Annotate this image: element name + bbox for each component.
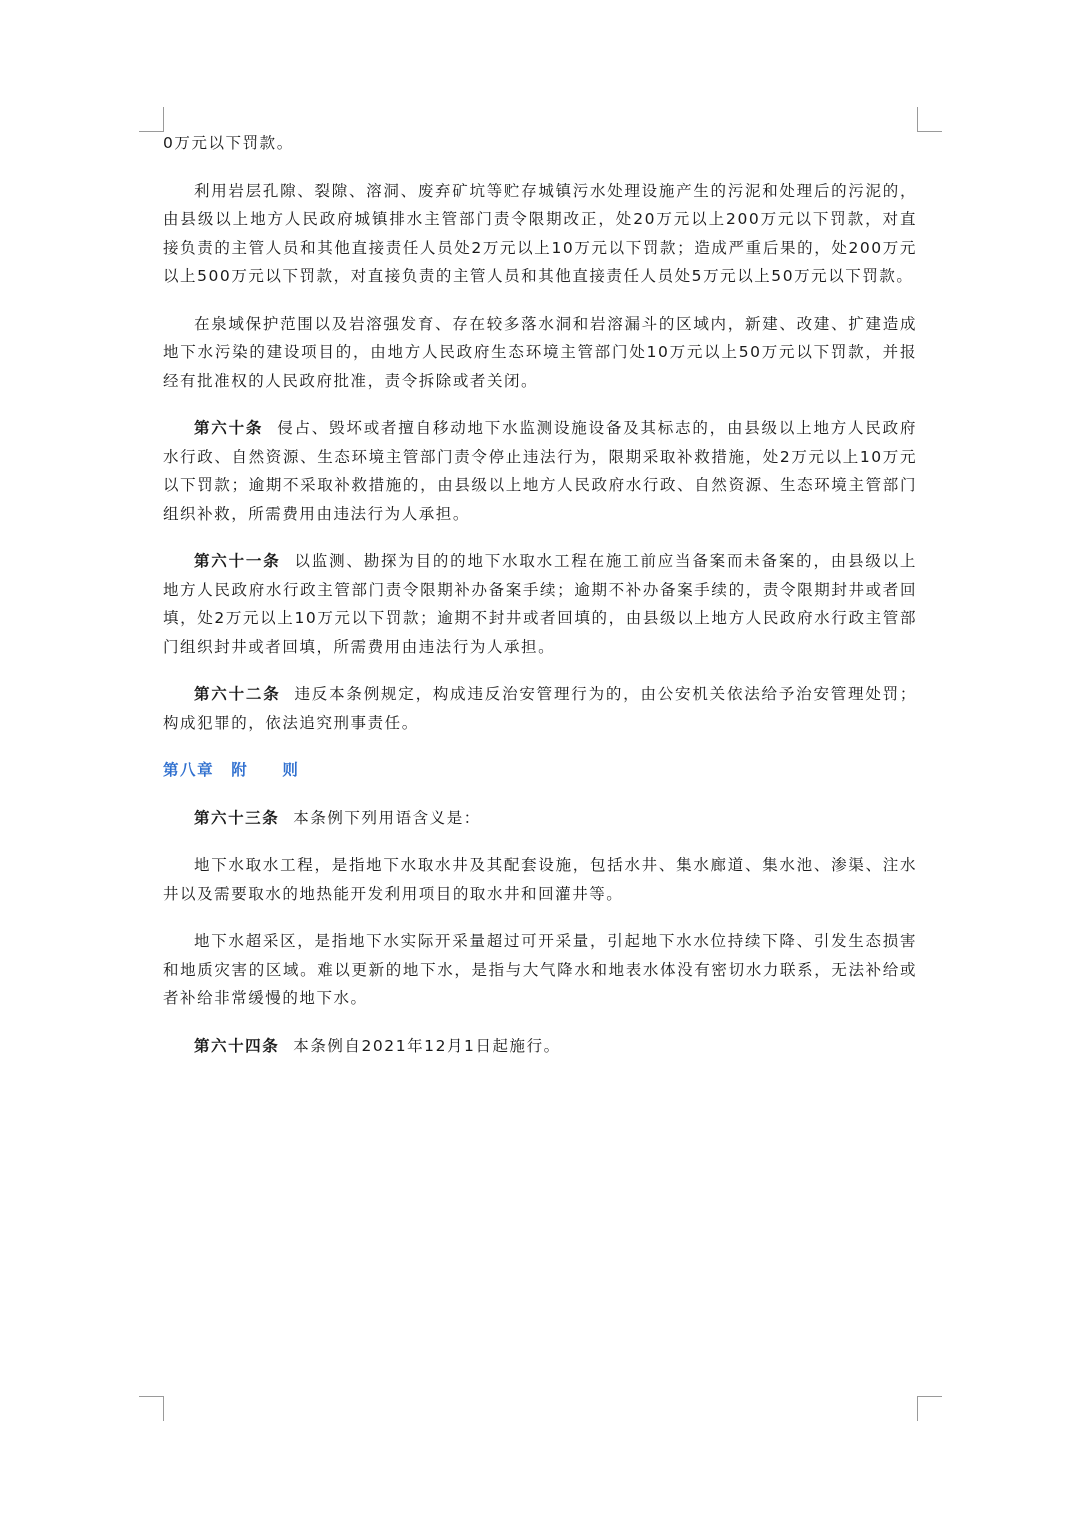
article-text: 本条例下列用语含义是： xyxy=(293,808,481,827)
article-number: 第六十二条 xyxy=(194,685,281,703)
paragraph-text: 地下水超采区，是指地下水实际开采量超过可开采量，引起地下水水位持续下降、引发生态损害和地质灾害的区域。难以更新的地下水，是指与大气降水和地表水体没有密切水力联系，无法补给或者补给非常缓慢的地下水。 xyxy=(163,932,917,1007)
article-text: 侵占、毁坏或者擅自移动地下水监测设施设备及其标志的，由县级以上地方人民政府水行政、自然资源、生态环境主管部门责令停止违法行为，限期采取补救措施，处2万元以上10万元以下罚款；逾期不采取补救措施的，由县级以上地方人民政府水行政、自然资源、生态环境主管部门组织补救，所需费用由违法行为人承担。 xyxy=(163,419,917,523)
crop-mark-bottom-left xyxy=(139,1396,164,1421)
article-number: 第六十条 xyxy=(194,419,264,437)
paragraph-text: 0万元以下罚款。 xyxy=(163,134,294,152)
chapter-heading: 第八章 附 则 xyxy=(163,761,300,779)
definition-overexploitation-area xyxy=(163,927,917,1013)
paragraph-continuation xyxy=(163,129,917,158)
article-text: 本条例自2021年12月1日起施行。 xyxy=(293,1036,561,1055)
article-number: 第六十三条 xyxy=(194,808,280,827)
article-number: 第六十四条 xyxy=(194,1036,280,1055)
article-60 xyxy=(163,414,917,528)
article-63 xyxy=(163,804,917,833)
article-number: 第六十一条 xyxy=(194,552,281,570)
article-64 xyxy=(163,1032,917,1061)
crop-mark-top-right xyxy=(917,107,942,132)
crop-mark-bottom-right xyxy=(917,1396,942,1421)
paragraph-text: 地下水取水工程，是指地下水取水井及其配套设施，包括水井、集水廊道、集水池、渗渠、注水井以及需要取水的地热能开发利用项目的取水井和回灌井等。 xyxy=(163,856,917,903)
crop-mark-top-left xyxy=(139,107,164,132)
document-body xyxy=(163,129,917,1079)
paragraph-karst-area xyxy=(163,310,917,396)
paragraph-text: 利用岩层孔隙、裂隙、溶洞、废弃矿坑等贮存城镇污水处理设施产生的污泥和处理后的污泥的，由县级以上地方人民政府城镇排水主管部门责令限期改正，处20万元以上200万元以下罚款，对直接负责的主管人员和其他直接责任人员处2万元以上10万元以下罚款；造成严重后果的，处200万元以上500万元以下罚款，对直接负责的主管人员和其他直接责任人员处5万元以上50万元以下罚款。 xyxy=(163,181,917,285)
article-62 xyxy=(163,680,917,737)
definition-groundwater-intake xyxy=(163,851,917,908)
article-text: 违反本条例规定，构成违反治安管理行为的，由公安机关依法给予治安管理处罚；构成犯罪的，依法追究刑事责任。 xyxy=(163,685,917,732)
paragraph-text: 在泉域保护范围以及岩溶强发育、存在较多落水洞和岩溶漏斗的区域内，新建、改建、扩建造成地下水污染的建设项目的，由地方人民政府生态环境主管部门处10万元以上50万元以下罚款，并报经有批准权的人民政府批准，责令拆除或者关闭。 xyxy=(163,314,917,390)
article-61 xyxy=(163,547,917,661)
article-text: 以监测、勘探为目的的地下水取水工程在施工前应当备案而未备案的，由县级以上地方人民政府水行政主管部门责令限期补办备案手续；逾期不补办备案手续的，责令限期封井或者回填，处2万元以上10万元以下罚款；逾期不封井或者回填的，由县级以上地方人民政府水行政主管部门组织封井或者回填，所需费用由违法行为人承担。 xyxy=(163,552,917,656)
paragraph-sludge-storage xyxy=(163,177,917,291)
